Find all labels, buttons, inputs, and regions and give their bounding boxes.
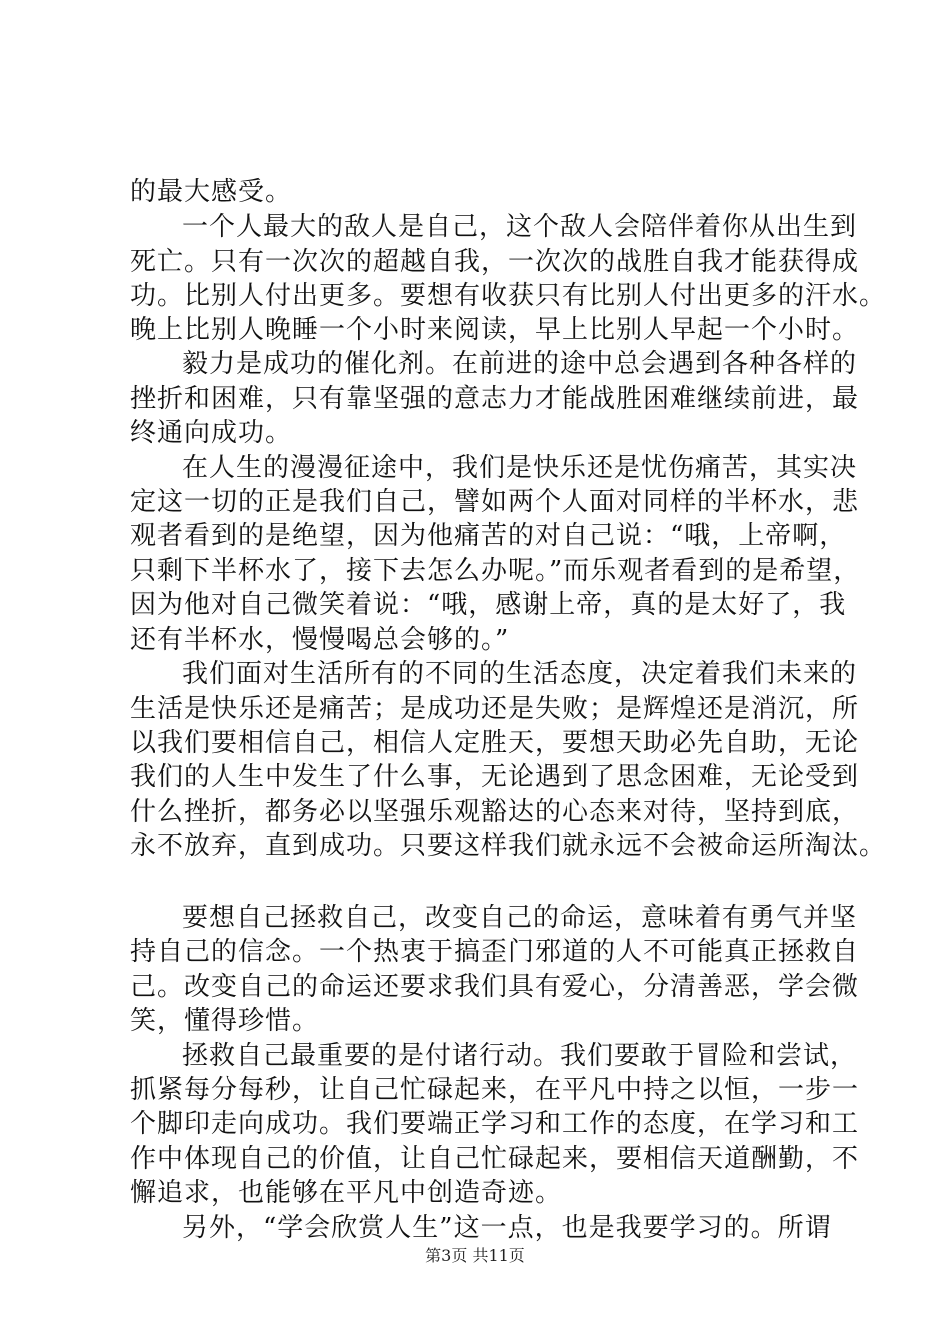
text-line: 只剩下半杯水了，接下去怎么办呢。”而乐观者看到的是希望， — [130, 556, 861, 586]
text-line: 作中体现自己的价值，让自己忙碌起来，要相信天道酬勤，不 — [130, 1144, 860, 1174]
text-line: 己。改变自己的命运还要求我们具有爱心，分清善恶，学会微 — [130, 972, 860, 1002]
text-line: 持自己的信念。一个热衷于搞歪门邪道的人不可能真正拯救自 — [130, 937, 860, 967]
text-line: 以我们要相信自己，相信人定胜天，要想天助必先自助，无论 — [130, 728, 860, 758]
text-line: 个脚印走向成功。我们要端正学习和工作的态度，在学习和工 — [130, 1109, 860, 1139]
text-line: 挫折和困难，只有靠坚强的意志力才能战胜困难继续前进，最 — [130, 384, 860, 414]
text-line: 什么挫折，都务必以坚强乐观豁达的心态来对待，坚持到底， — [130, 797, 860, 827]
text-line: 还有半杯水，慢慢喝总会够的。” — [130, 625, 510, 655]
text-line: 终通向成功。 — [130, 418, 293, 448]
text-line: 晚上比别人晚睡一个小时来阅读，早上比别人早起一个小时。 — [130, 315, 860, 345]
text-line: 定这一切的正是我们自己，譬如两个人面对同样的半杯水，悲 — [130, 487, 860, 517]
text-line: 观者看到的是绝望，因为他痛苦的对自己说：“哦，上帝啊， — [130, 521, 847, 551]
text-line: 我们面对生活所有的不同的生活态度，决定着我们未来的 — [182, 659, 858, 689]
text-line: 一个人最大的敌人是自己，这个敌人会陪伴着你从出生到 — [182, 212, 858, 242]
text-line: 死亡。只有一次次的超越自我，一次次的战胜自我才能获得成 — [130, 247, 860, 277]
text-line: 抓紧每分每秒，让自己忙碌起来，在平凡中持之以恒，一步一 — [130, 1075, 860, 1105]
text-line: 拯救自己最重要的是付诸行动。我们要敢于冒险和尝试， — [182, 1041, 858, 1071]
page-number: 第3页 共11页 — [425, 1246, 525, 1265]
text-line: 永不放弃，直到成功。只要这样我们就永远不会被命运所淘汰。 — [130, 831, 887, 861]
text-line: 要想自己拯救自己，改变自己的命运，意味着有勇气并坚 — [182, 903, 858, 933]
text-line: 我们的人生中发生了什么事，无论遇到了思念困难，无论受到 — [130, 762, 860, 792]
text-line: 生活是快乐还是痛苦；是成功还是失败；是辉煌还是消沉，所 — [130, 694, 860, 724]
text-line: 笑，懂得珍惜。 — [130, 1006, 320, 1036]
text-line: 另外，“学会欣赏人生”这一点，也是我要学习的。所谓 — [182, 1213, 832, 1243]
text-line: 懈追求，也能够在平凡中创造奇迹。 — [130, 1178, 563, 1208]
text-line: 因为他对自己微笑着说：“哦，感谢上帝，真的是太好了，我 — [130, 590, 847, 620]
text-line: 的最大感受。 — [130, 177, 293, 207]
text-line: 毅力是成功的催化剂。在前进的途中总会遇到各种各样的 — [182, 349, 858, 379]
text-line: 功。比别人付出更多。要想有收获只有比别人付出更多的汗水。 — [130, 281, 887, 311]
text-line: 在人生的漫漫征途中，我们是快乐还是忧伤痛苦，其实决 — [182, 453, 858, 483]
